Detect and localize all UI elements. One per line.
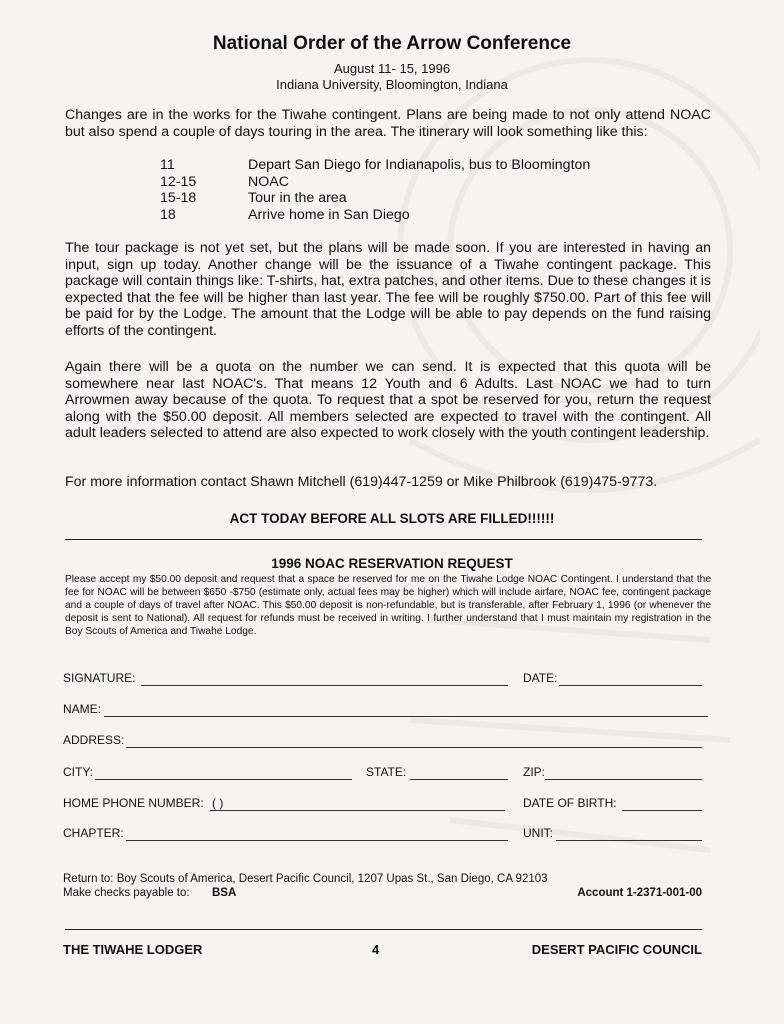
call-to-action: ACT TODAY BEFORE ALL SLOTS ARE FILLED!!!!!! <box>229 511 555 526</box>
date-label: DATE: <box>523 671 558 685</box>
reservation-terms: Please accept my $50.00 deposit and request that a space be reserved for me on the Tiwahe Lodge NOAC Contingent. I understand that the fee for NOAC will be between $650 -$750 (estimate only, actual fees may be higher) which will include airfare, NOAC fee, contingent package and a couple of days of travel after NOAC. This $50.00 deposit is non-refundable, but is transferable, after February 1, 1996 (or whenever the deposit is sent to National). All request for refunds must be received in writing. I further understand that I must maintain my registration in the Boy Scouts of America and Tiwahe Lodge. <box>65 574 711 637</box>
chapter-field[interactable] <box>126 840 508 841</box>
itinerary-day: 12-15 <box>160 173 197 190</box>
itinerary-item <box>160 157 590 174</box>
checks-payee: BSA <box>212 887 237 899</box>
footer-divider <box>65 929 702 930</box>
chapter-label: CHAPTER: <box>63 826 124 840</box>
zip-label: ZIP: <box>523 765 546 779</box>
unit-field[interactable] <box>556 840 702 841</box>
itinerary-event: NOAC <box>248 173 289 190</box>
name-label: NAME: <box>63 702 102 716</box>
checks-payable-label: Make checks payable to: <box>63 887 190 899</box>
intro-paragraph: Changes are in the works for the Tiwahe contingent. Plans are being made to not only attend NOAC but also spend a couple of days touring in the area. The itinerary will look something like this: <box>65 107 711 140</box>
zip-field[interactable] <box>545 779 702 780</box>
itinerary-day: 15-18 <box>160 190 197 207</box>
account-number: Account 1-2371-001-00 <box>577 887 702 899</box>
page-number: 4 <box>372 942 380 957</box>
phone-area-code: ( ) <box>212 796 224 810</box>
page-title: National Order of the Arrow Conference <box>212 33 572 54</box>
city-field[interactable] <box>95 779 352 780</box>
signature-label: SIGNATURE: <box>63 671 136 685</box>
home-phone-label: HOME PHONE NUMBER: <box>63 796 204 810</box>
show-through-watermark <box>290 20 760 920</box>
itinerary-item <box>160 190 590 207</box>
itinerary-event: Tour in the area <box>248 190 347 207</box>
city-label: CITY: <box>63 765 94 779</box>
itinerary-day: 18 <box>160 206 176 223</box>
tour-package-paragraph: The tour package is not yet set, but the plans will be made soon. If you are interested in having an input, sign up today. Another change will be the issuance of a Tiwahe contingent package. This package will contain things like: T-shirts, hat, extra patches, and other items. Due to these changes it is expected that the fee will be higher than last year. The fee will be roughly $750.00. Part of this fee will be paid for by the Lodge. The amount that the Lodge will be able to pay depends on the fund raising efforts of the contingent. <box>65 240 711 339</box>
itinerary-day: 11 <box>160 157 175 173</box>
date-field[interactable] <box>559 685 702 686</box>
itinerary-event: Arrive home in San Diego <box>248 206 410 223</box>
itinerary-item <box>160 174 590 191</box>
itinerary-list <box>160 157 590 223</box>
divider <box>65 539 702 540</box>
address-field[interactable] <box>126 747 702 748</box>
name-field[interactable] <box>104 716 708 717</box>
address-label: ADDRESS: <box>63 733 125 747</box>
itinerary-item <box>160 207 590 224</box>
dob-label: DATE OF BIRTH: <box>523 796 617 810</box>
home-phone-field[interactable] <box>210 810 505 811</box>
signature-field[interactable] <box>141 685 508 686</box>
state-label: STATE: <box>366 765 407 779</box>
state-field[interactable] <box>410 779 508 780</box>
footer-council: DESERT PACIFIC COUNCIL <box>531 942 702 957</box>
event-location: Indiana University, Bloomington, Indiana <box>276 77 508 92</box>
return-address: Return to: Boy Scouts of America, Desert Pacific Council, 1207 Upas St., San Diego, CA 92103 <box>63 873 548 885</box>
footer-publication: THE TIWAHE LODGER <box>63 942 203 957</box>
quota-paragraph: Again there will be a quota on the number we can send. It is expected that this quota will be somewhere near last NOAC's. That means 12 Youth and 6 Adults. Last NOAC we had to turn Arrowmen away because of the quota. To request that a spot be reserved for you, return the request along with the $50.00 deposit. All members selected are expected to travel with the contingent. All adult leaders selected to attend are also expected to work closely with the youth contingent leadership. <box>65 359 711 442</box>
itinerary-event: Depart San Diego for Indianapolis, bus to Bloomington <box>248 157 591 173</box>
unit-label: UNIT: <box>523 826 553 840</box>
contact-paragraph: For more information contact Shawn Mitchell (619)447-1259 or Mike Philbrook (619)475-9773. <box>65 474 658 490</box>
event-dates: August 11- 15, 1996 <box>333 61 451 76</box>
reservation-title: 1996 NOAC RESERVATION REQUEST <box>271 556 513 571</box>
dob-field[interactable] <box>622 810 702 811</box>
